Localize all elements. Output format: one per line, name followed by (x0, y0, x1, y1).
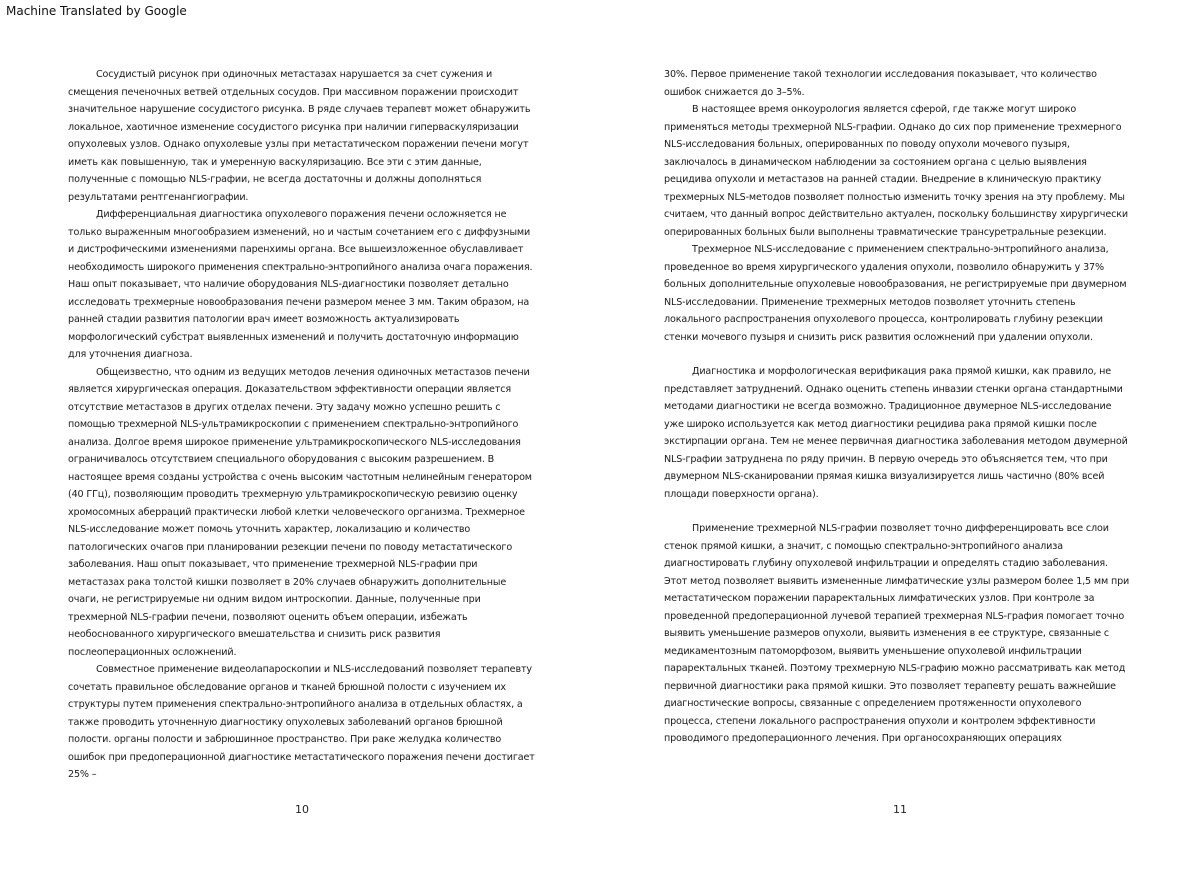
right-paragraph-4: Диагностика и морфологическая верификация рака прямой кишки, как правило, не представляет затруднений. Однако оценить степень инвазии стенки органа стандартными методами диагностики не всегда возможно. Традиционное двумерное NLS-исследование уже широко используется как метод диагностики рецидива рака прямой кишки после экстирпации органа. Тем не менее первичная диагностика заболевания методом двумерной NLS-графии затруднена по ряду причин. В первую очередь это объясняется тем, что при двумерном NLS-сканировании прямая кишка визуализируется лишь частично (80% всей площади поверхности органа). (664, 366, 1128, 500)
left-paragraph-1: Сосудистый рисунок при одиночных метастазах нарушается за счет сужения и смещения печеночных ветвей отдельных сосудов. При массивном поражении происходит значительное нарушение сосудистого рисунка. В ряде случаев терапевт может обнаружить локальное, хаотичное изменение сосудистого рисунка при наличии гиперваскуляризации опухолевых узлов. Однако опухолевые узлы при метастатическом поражении печени могут иметь как повышенную, так и умеренную васкуляризацию. Все эти с этим данные, полученные с помощью NLS-графии, не всегда достаточны и должны дополняться результатами рентгенангиографии. (68, 69, 531, 203)
page-number-left: 10 (295, 803, 309, 816)
right-paragraph-3: Трехмерное NLS-исследование с применением спектрально-энтропийного анализа, проведенное во время хирургического удаления опухоли, позволило обнаружить у 37% больных дополнительные опухолевые новообразования, не регистрируемые при двумерном NLS-исследовании. Применение трехмерных методов позволяет уточнить степень локального распространения опухолевого процесса, контролировать глубину резекции стенки мочевого пузыря и снизить риск развития осложнений при удалении опухоли. (664, 244, 1127, 343)
right-page (664, 66, 1132, 748)
machine-translation-banner: Machine Translated by Google (6, 4, 187, 18)
left-paragraph-3: Общеизвестно, что одним из ведущих методов лечения одиночных метастазов печени является хирургическая операция. Доказательством эффективности операции является отсутствие метастазов в других отделах печени. Эту задачу можно успешно решить с помощью трехмерной NLS-ультрамикроскопии с применением спектрально-энтропийного анализа. Долгое время широкое применение ультрамикроскопического NLS-исследования ограничивалось отсутствием специального оборудования с высоким разрешением. В настоящее время созданы устройства с очень высоким частотным нелинейным генератором (40 ГГц), позволяющим проводить трехмерную ультрамикроскопическую ревизию оценку хромосомных аберраций практически любой клетки человеческого организма. Трехмерное NLS-исследование может помочь уточнить характер, локализацию и количество патологических очагов при планировании резекции печени по поводу метастатического заболевания. Наш опыт показывает, что применение трехмерной NLS-графии при метастазах рака толстой кишки позволяет в 20% случаев обнаружить дополнительные очаги, не регистрируемые ни одним видом интроскопии. Данные, полученные при трехмерной NLS-графии печени, позволяют оценить объем операции, избежать необоснованного хирургического вмешательства и снизить риск развития послеоперационных осложнений. (68, 366, 532, 658)
page-number-right: 11 (893, 803, 907, 816)
right-paragraph-5: Применение трехмерной NLS-графии позволяет точно дифференцировать все слои стенок прямой кишки, а значит, с помощью спектрально-энтропийного анализа диагностировать глубину опухолевой инфильтрации и определять стадию заболевания. Этот метод позволяет выявить измененные лимфатические узлы размером более 1,5 мм при метастатическом поражении параректальных лимфатических узлов. При контроле за проведенной предоперационной лучевой терапией трехмерная NLS-графия помогает точно выявить уменьшение размеров опухоли, выявить изменения в ее структуре, связанные с медикаментозным патоморфозом, выявить уменьшение опухолевой инфильтрации параректальных тканей. Поэтому трехмерную NLS-графию можно рассматривать как метод первичной диагностики рака прямой кишки. Это позволяет терапевту решать важнейшие диагностические вопросы, связанные с определением протяженности опухолевого процесса, степени локального распространения опухоли и контролем эффективности проводимого предоперационного лечения. При органосохраняющих операциях (664, 523, 1130, 744)
right-paragraph-1: 30%. Первое применение такой технологии исследования показывает, что количество ошибок снижается до 3–5%. (664, 69, 1097, 98)
left-page (68, 66, 536, 784)
right-paragraph-2: В настоящее время онкоурология является сферой, где также могут широко применяться методы трехмерной NLS-графии. Однако до сих пор применение трехмерного NLS-исследования больных, оперированных по поводу опухоли мочевого пузыря, заключалось в динамическом наблюдении за состоянием органа с целью выявления рецидива опухоли и метастазов на ранней стадии. Внедрение в клиническую практику трехмерных NLS-методов позволяет полностью изменить точку зрения на эту проблему. Мы считаем, что данный вопрос действительно актуален, поскольку большинству хирургически оперированных больных были выполнены травматические трансуретральные резекции. (664, 104, 1128, 238)
left-paragraph-2: Дифференциальная диагностика опухолевого поражения печени осложняется не только выраженным многообразием изменений, но и частым сочетанием его с диффузными и дистрофическими изменениями паренхимы органа. Все вышеизложенное обуславливает необходимость широкого применения спектрально-энтропийного анализа очага поражения. Наш опыт показывает, что наличие оборудования NLS-диагностики позволяет детально исследовать трехмерные новообразования печени размером менее 3 мм. Таким образом, на ранней стадии развития патологии врач имеет возможность актуализировать морфологический субстрат выявленных изменений и получить достаточную информацию для уточнения диагноза. (68, 209, 533, 360)
left-paragraph-4: Совместное применение видеолапароскопии и NLS-исследований позволяет терапевту сочетать правильное обследование органов и тканей брюшной полости с изучением их структуры путем применения спектрально-энтропийного анализа в отдельных областях, а также проводить уточненную диагностику опухолевых заболеваний органов брюшной полости. органы полости и забрюшинное пространство. При раке желудка количество ошибок при предоперационной диагностике метастатического поражения печени достигает 25% – (68, 664, 535, 780)
